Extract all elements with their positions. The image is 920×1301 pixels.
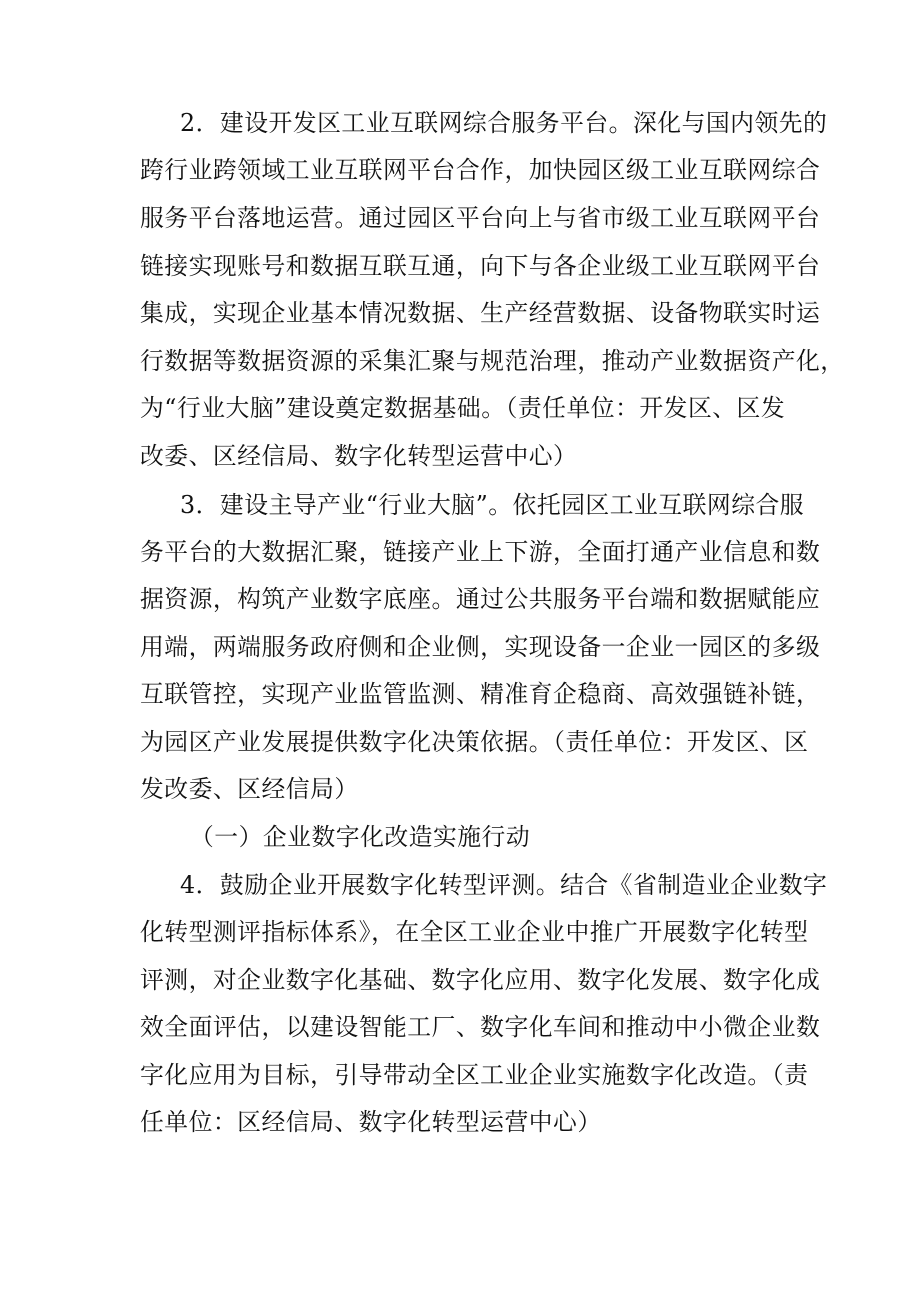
paragraph-1-line-5: 集成，实现企业基本情况数据、生产经营数据、设备物联实时运: [140, 299, 821, 327]
paragraph-2-line-7: 发改委、区经信局）: [140, 775, 359, 803]
paragraph-1-line-2: 跨行业跨领域工业互联网平台合作，加快园区级工业互联网综合: [140, 156, 821, 184]
paragraph-2-line-4: 用端，两端服务政府侧和企业侧，实现设备一企业一园区的多级: [140, 633, 821, 661]
paragraph-4-line-4: 效全面评估，以建设智能工厂、数字化车间和推动中小微企业数: [140, 1013, 821, 1041]
paragraph-1-line-3: 服务平台落地运营。通过园区平台向上与省市级工业互联网平台: [140, 204, 821, 232]
paragraph-1-line-8: 改委、区经信局、数字化转型运营中心）: [140, 442, 578, 470]
paragraph-2-line-5: 互联管控，实现产业监管监测、精准育企稳商、高效强链补链，: [140, 680, 821, 708]
paragraph-4-line-1: 4．鼓励企业开展数字化转型评测。结合《省制造业企业数字: [180, 871, 828, 899]
paragraph-4-line-2: 化转型测评指标体系》，在全区工业企业中推广开展数字化转型: [140, 918, 809, 946]
paragraph-2-line-6: 为园区产业发展提供数字化决策依据。（责任单位：开发区、区: [140, 728, 809, 756]
paragraph-2-line-1: 3．建设主导产业“行业大脑”。依托园区工业互联网综合服: [180, 491, 805, 519]
paragraph-1-line-1: 2．建设开发区工业互联网综合服务平台。深化与国内领先的: [180, 109, 828, 137]
paragraph-2-line-3: 据资源，构筑产业数字底座。通过公共服务平台端和数据赋能应: [140, 585, 821, 613]
paragraph-1-line-6: 行数据等数据资源的采集汇聚与规范治理，推动产业数据资产化，: [140, 347, 845, 375]
paragraph-4-line-6: 任单位：区经信局、数字化转型运营中心）: [140, 1108, 602, 1136]
paragraph-4-line-5: 字化应用为目标，引导带动全区工业企业实施数字化改造。（责: [140, 1061, 809, 1089]
paragraph-4-line-3: 评测，对企业数字化基础、数字化应用、数字化发展、数字化成: [140, 966, 821, 994]
paragraph-2-line-2: 务平台的大数据汇聚，链接产业上下游，全面打通产业信息和数: [140, 538, 821, 566]
paragraph-1-line-7: 为“行业大脑”建设奠定数据基础。（责任单位：开发区、区发: [140, 394, 786, 422]
section-heading: （一）企业数字化改造实施行动: [190, 823, 531, 851]
paragraph-1-line-4: 链接实现账号和数据互联互通，向下与各企业级工业互联网平台: [140, 252, 821, 280]
